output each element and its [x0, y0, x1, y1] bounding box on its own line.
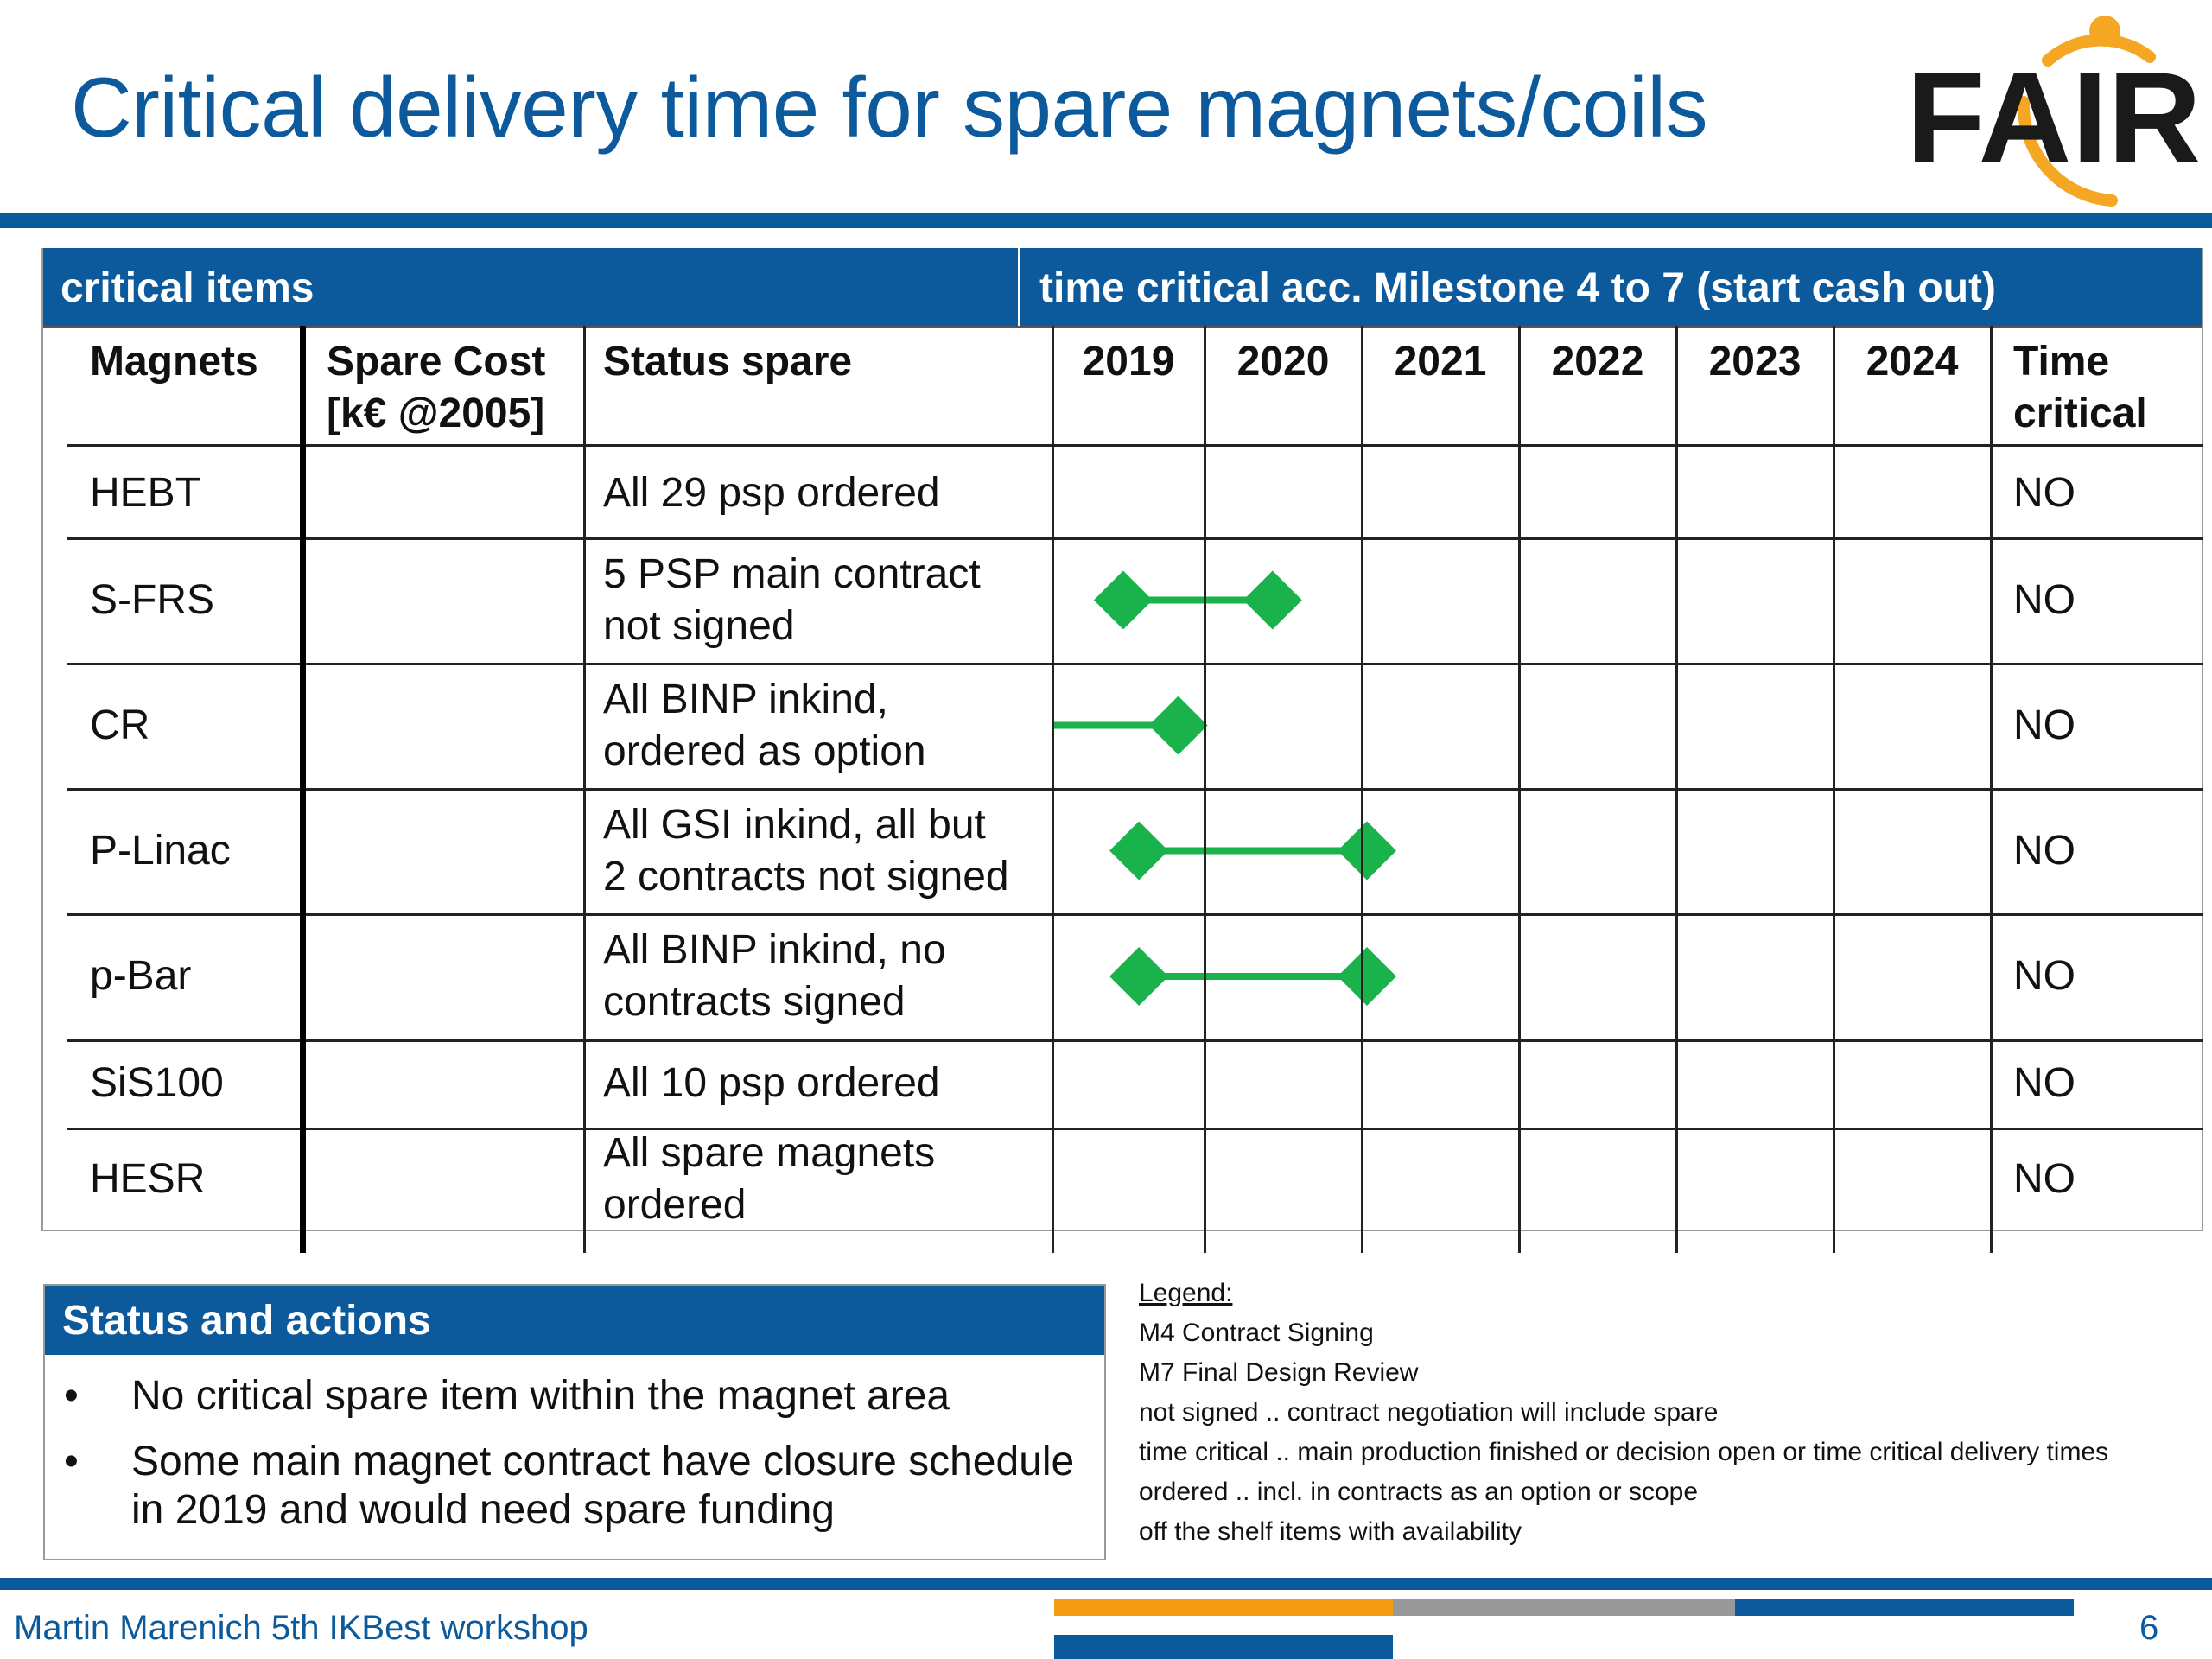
time-critical-value: NO [2013, 469, 2075, 516]
milestone-end-diamond-icon [1338, 947, 1396, 1006]
status-spare [603, 663, 1052, 788]
col-header-spare-cost-line1: Spare Cost [327, 339, 546, 385]
status-item-1: No critical spare item within the magnet area [131, 1373, 950, 1419]
magnet-name: p-Bar [90, 953, 192, 999]
col-header-time-critical [1991, 327, 2203, 444]
milestone-start-diamond-icon [1094, 571, 1153, 630]
magnet-column-divider [300, 326, 306, 1253]
col-header-status: Status spare [603, 339, 853, 385]
footer-author: Martin Marenich 5th IKBest workshop [14, 1609, 588, 1647]
table-column-rule [1518, 326, 1521, 1253]
status-line-1: 5 PSP main contract [603, 550, 981, 597]
milestone-start-diamond-icon [1109, 822, 1168, 880]
magnet-name: SiS100 [90, 1060, 224, 1106]
table-row-rule [67, 1128, 2203, 1130]
status-line-2: ordered [603, 1182, 747, 1228]
col-header-year-2021: 2021 [1394, 339, 1487, 385]
spare-cost-cell [302, 788, 584, 913]
footer-stripe-blue-lower [1054, 1635, 1393, 1659]
table-column-rule [1990, 326, 1993, 1253]
col-header-year-2020: 2020 [1236, 339, 1330, 385]
legend-heading: Legend: [1139, 1279, 1233, 1307]
header-critical-items: critical items [41, 248, 1018, 327]
time-critical-value: NO [2013, 827, 2075, 874]
col-header-year-2019: 2019 [1082, 339, 1175, 385]
page-title: Critical delivery time for spare magnets/coils [71, 60, 1708, 155]
status-spare [603, 788, 1052, 913]
milestone-end-diamond-icon [1338, 822, 1396, 880]
footer-stripe-blue [1735, 1599, 2074, 1616]
status-line-1: All spare magnets [603, 1130, 936, 1176]
spare-cost-cell [302, 1128, 584, 1231]
magnet-name: S-FRS [90, 576, 214, 623]
table-rule [41, 326, 2203, 328]
header-time-critical: time critical acc. Milestone 4 to 7 (start cash out) [1018, 248, 2203, 327]
status-actions-header: Status and actions [45, 1286, 1104, 1355]
status-line-2: ordered as option [603, 728, 926, 774]
time-critical-value: NO [2013, 576, 2075, 623]
top-divider [0, 213, 2212, 228]
status-line-2: contracts signed [603, 979, 906, 1025]
magnet-name: P-Linac [90, 827, 231, 874]
magnet-name: HESR [90, 1156, 206, 1202]
milestone-start-diamond-icon [1109, 947, 1168, 1006]
table-column-rule [583, 326, 586, 1253]
table-column-rule [1675, 326, 1678, 1253]
status-line-2: 2 contracts not signed [603, 853, 1009, 899]
legend-line-m7: M7 Final Design Review [1139, 1358, 1419, 1387]
time-critical-value: NO [2013, 1060, 2075, 1106]
status-line-1: All GSI inkind, all but [603, 801, 986, 848]
status-actions-box [43, 1284, 1106, 1560]
col-header-spare-cost [302, 327, 622, 444]
col-header-time-critical-line2: critical [2013, 391, 2147, 436]
col-header-spare-cost-line2: [k€ @2005] [327, 391, 545, 436]
table-column-rule [1052, 326, 1054, 1253]
spare-cost-cell [302, 1039, 584, 1128]
legend-line-off-shelf: off the shelf items with availability [1139, 1517, 1522, 1546]
legend-line-time-critical: time critical .. main production finished or decision open or time critical delivery times [1139, 1438, 2109, 1466]
table-column-rule [1204, 326, 1206, 1253]
col-header-time-critical-line1: Time [2013, 339, 2110, 385]
logo-text: FAIR [1906, 45, 2202, 190]
table-row-rule [67, 1039, 2203, 1042]
time-critical-value: NO [2013, 953, 2075, 999]
legend-line-m4: M4 Contract Signing [1139, 1319, 1374, 1347]
status-spare [603, 913, 1052, 1039]
footer-divider [0, 1578, 2212, 1590]
col-header-magnets: Magnets [90, 339, 258, 385]
table-row-rule [67, 663, 2203, 665]
time-critical-value: NO [2013, 702, 2075, 748]
page-number: 6 [2139, 1609, 2159, 1647]
status-line-1: All 10 psp ordered [603, 1060, 940, 1106]
magnet-name: HEBT [90, 469, 201, 516]
col-header-year-2023: 2023 [1708, 339, 1802, 385]
legend-line-ordered: ordered .. incl. in contracts as an option or scope [1139, 1478, 1699, 1506]
legend [1139, 1274, 2202, 1552]
status-line-2: not signed [603, 602, 795, 649]
status-spare [603, 537, 1052, 663]
legend-line-not-signed: not signed .. contract negotiation will include spare [1139, 1398, 1719, 1427]
spare-cost-cell [302, 663, 584, 788]
status-line-1: All BINP inkind, [603, 676, 888, 722]
col-header-year-2022: 2022 [1551, 339, 1644, 385]
table-row-rule [67, 913, 2203, 916]
footer-stripe-orange [1054, 1599, 1393, 1616]
table-row-rule [67, 537, 2203, 540]
fair-logo [1901, 9, 2202, 216]
status-spare [603, 1039, 1052, 1128]
table-column-rule [1361, 326, 1363, 1253]
status-line-1: All BINP inkind, no [603, 927, 946, 973]
status-item-2: Some main magnet contract have closure schedule in 2019 and would need spare funding [131, 1439, 1075, 1533]
table-row-rule [67, 788, 2203, 791]
magnet-name: CR [90, 702, 150, 748]
spare-cost-cell [302, 537, 584, 663]
table-row-rule [67, 444, 2203, 447]
milestone-end-diamond-icon [1149, 696, 1208, 755]
bullet-icon: • [64, 1439, 79, 1484]
milestone-end-diamond-icon [1243, 571, 1302, 630]
time-critical-value: NO [2013, 1156, 2075, 1202]
status-spare [603, 1128, 1052, 1231]
critical-items-table [41, 248, 2203, 1253]
footer-stripe-grey [1393, 1599, 1735, 1616]
table-column-rule [1833, 326, 1835, 1253]
status-spare [603, 448, 1052, 537]
spare-cost-cell [302, 913, 584, 1039]
bullet-icon: • [64, 1373, 79, 1419]
status-line-1: All 29 psp ordered [603, 469, 940, 516]
spare-cost-cell [302, 448, 584, 537]
col-header-year-2024: 2024 [1866, 339, 1959, 385]
